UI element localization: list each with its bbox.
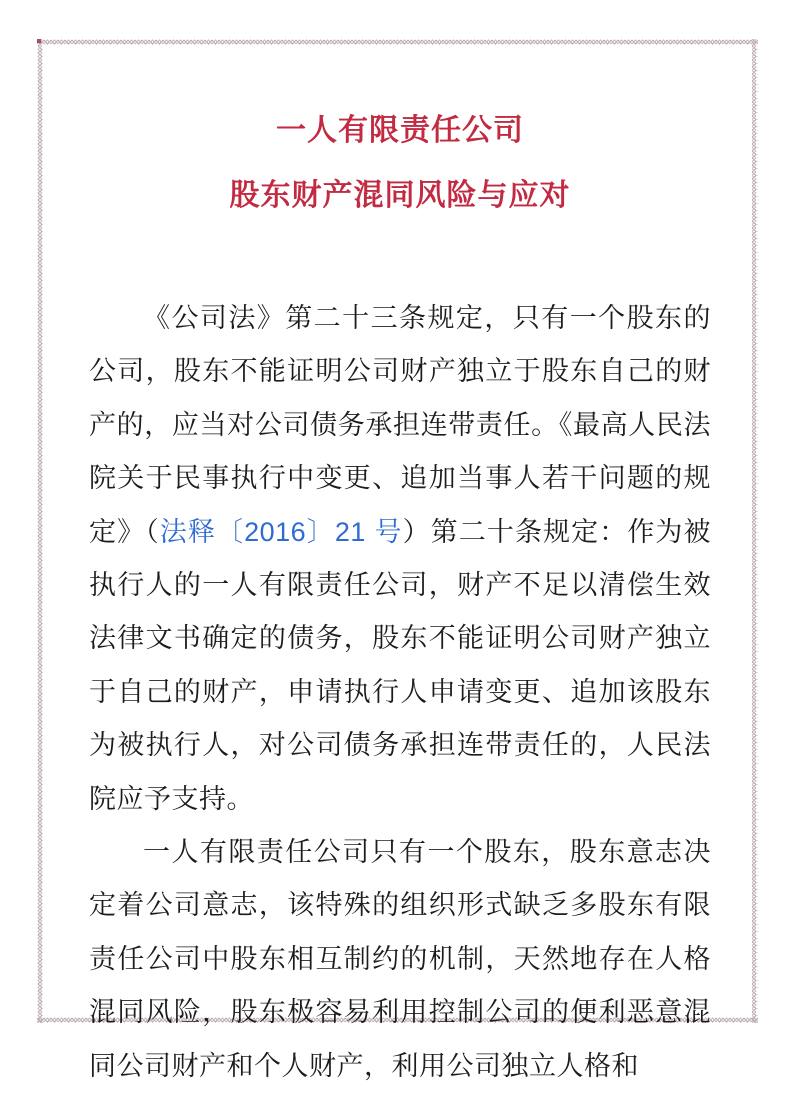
paragraph-legal-basis	[89, 292, 711, 826]
border-top	[37, 39, 758, 45]
paragraph-text-after-citation: ）第二十条规定：作为被执行人的一人有限责任公司，财产不足以清偿生效法律文书确定的债务，股东不能证明公司财产独立于自己的财产，申请执行人申请变更、追加该股东为被执行人，对公司债务承担连带责任的，人民法院应予支持。	[89, 516, 712, 814]
document-body	[89, 292, 711, 1093]
paragraph-risk-analysis: 一人有限责任公司只有一个股东，股东意志决定着公司意志，该特殊的组织形式缺乏多股东有限责任公司中股东相互制约的机制，天然地存在人格混同风险，股东极容易利用控制公司的便利恶意混同公司财产和个人财产，利用公司独立人格和	[89, 837, 711, 1081]
document-title-line2: 股东财产混同风险与应对	[229, 179, 571, 212]
document-title-line1: 一人有限责任公司	[276, 114, 524, 147]
law-citation-link[interactable]: 法释〔2016〕21 号	[159, 516, 403, 547]
paragraph-text-before-citation: 《公司法》第二十三条规定，只有一个股东的公司，股东不能证明公司财产独立于股东自己的财产的，应当对公司债务承担连带责任。《最高人民法院关于民事执行中变更、追加当事人若干问题的规定》（	[89, 303, 711, 547]
border-corner-accent	[37, 39, 41, 43]
